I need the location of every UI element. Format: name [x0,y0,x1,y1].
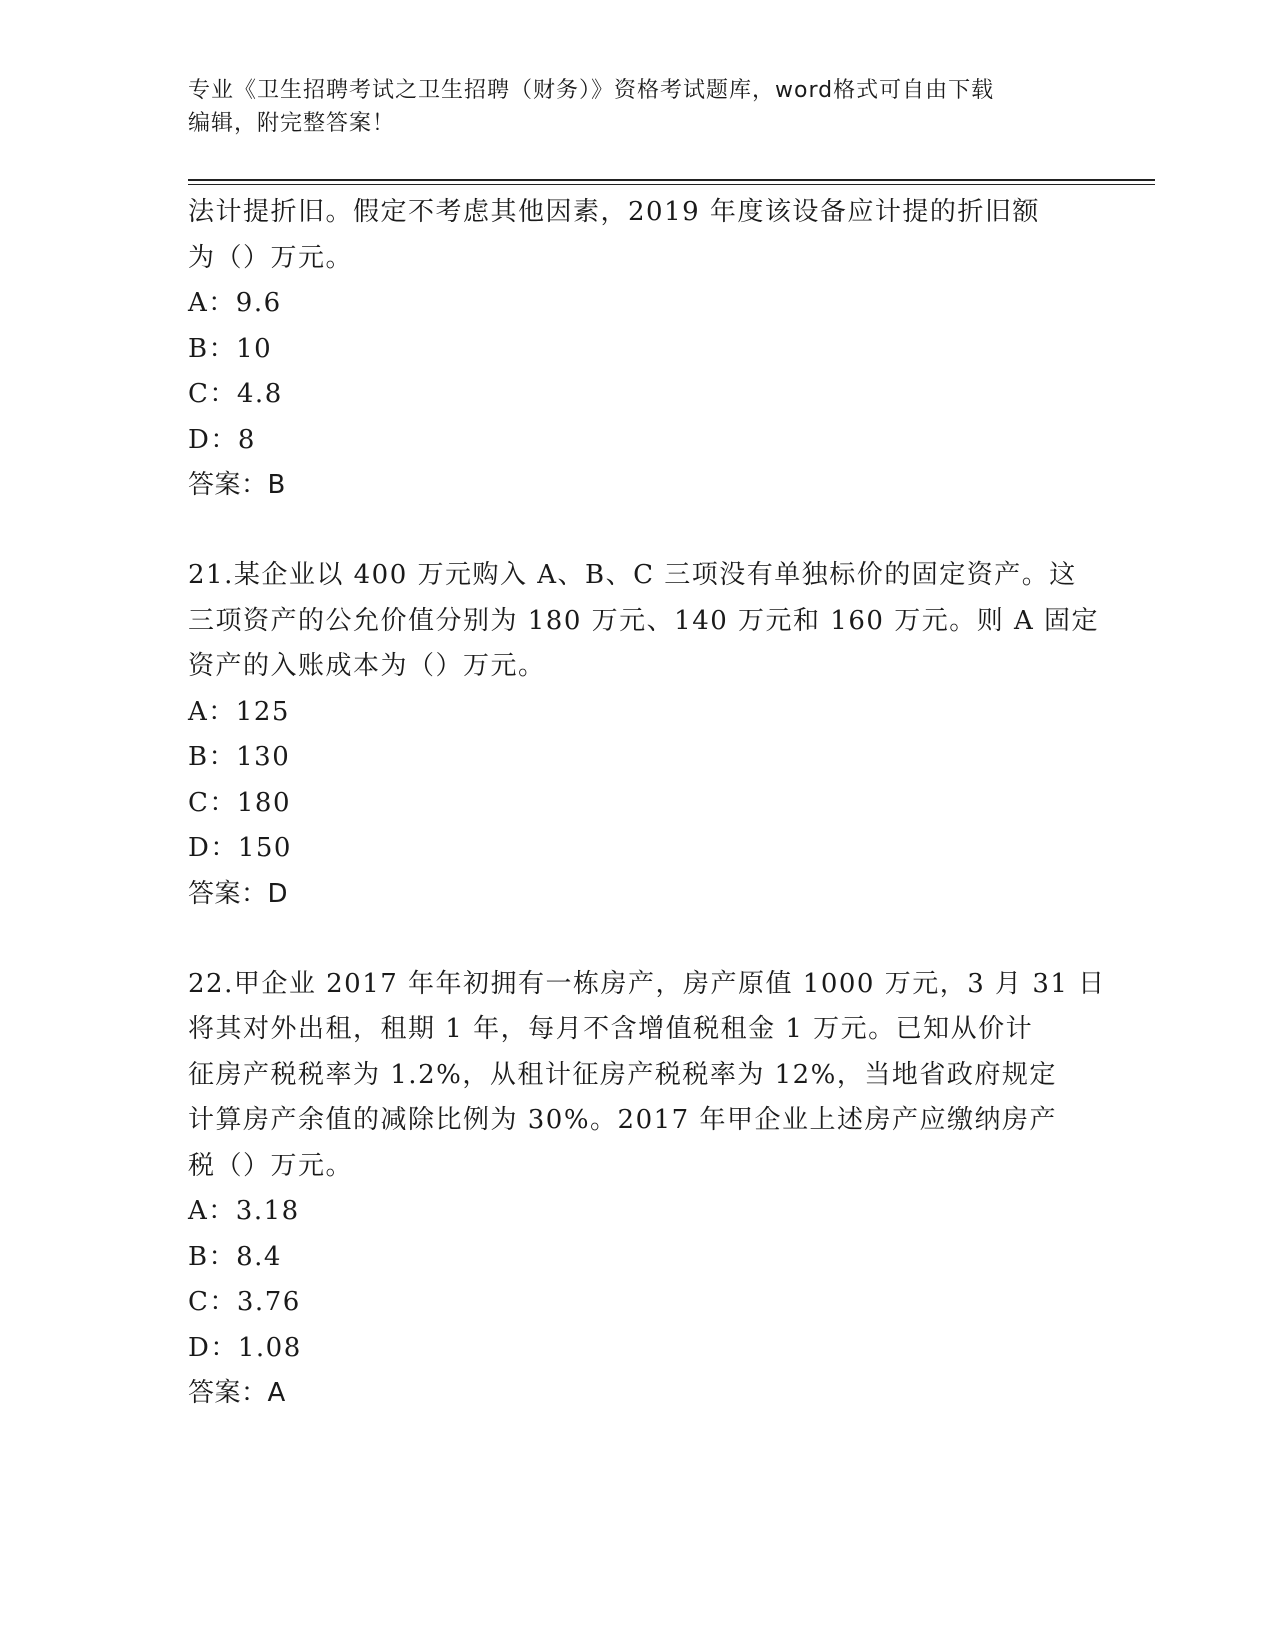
option-b: B：8.4 [188,1241,282,1272]
answer-label: 答案：D [188,878,289,909]
question-text-line: 征房产税税率为 1.2%，从租计征房产税税率为 12%，当地省政府规定 [188,1059,1057,1090]
question-block [188,962,1106,1417]
option-a: A：125 [188,696,290,727]
option-c: C：4.8 [188,379,283,409]
option-b: B：130 [188,742,291,772]
question-list [188,190,1106,1416]
option-a: A：9.6 [188,288,282,318]
question-text-line: 资产的入账成本为（）万元。 [188,651,546,681]
question-block [188,553,1100,917]
option-c: C：180 [188,787,292,818]
header-line-2: 编辑，附完整答案！ [188,111,396,136]
spacer [188,508,1088,553]
header-divider [188,179,1155,185]
option-a: A：3.18 [188,1196,300,1226]
question-text-line: 法计提折旧。假定不考虑其他因素，2019 年度该设备应计提的折旧额 [188,197,1040,227]
answer-label: 答案：B [188,470,286,500]
question-text-line: 22.甲企业 2017 年年初拥有一栋房产，房产原值 1000 万元，3 月 31 日 [188,968,1106,999]
question-text-line: 计算房产余值的减除比例为 30%。2017 年甲企业上述房产应缴纳房产 [188,1105,1057,1135]
option-d: D：1.08 [188,1332,302,1363]
question-text-line: 税（）万元。 [188,1150,354,1181]
spacer [188,917,1088,962]
question-block [188,190,1088,508]
question-text-line: 为（）万元。 [188,242,354,273]
document-header [188,74,1088,140]
option-c: C：3.76 [188,1287,301,1317]
question-text-line: 将其对外出租，租期 1 年，每月不含增值税租金 1 万元。已知从价计 [188,1014,1034,1044]
option-d: D：8 [188,424,256,455]
question-text-line: 21.某企业以 400 万元购入 A、B、C 三项没有单独标价的固定资产。这 [188,560,1077,590]
header-line-1: 专业《卫生招聘考试之卫生招聘（财务）》资格考试题库，word格式可自由下载 [188,78,995,103]
answer-label: 答案：A [188,1378,286,1408]
question-text-line: 三项资产的公允价值分别为 180 万元、140 万元和 160 万元。则 A 固定 [188,605,1100,636]
option-b: B：10 [188,333,273,364]
option-d: D：150 [188,833,292,863]
